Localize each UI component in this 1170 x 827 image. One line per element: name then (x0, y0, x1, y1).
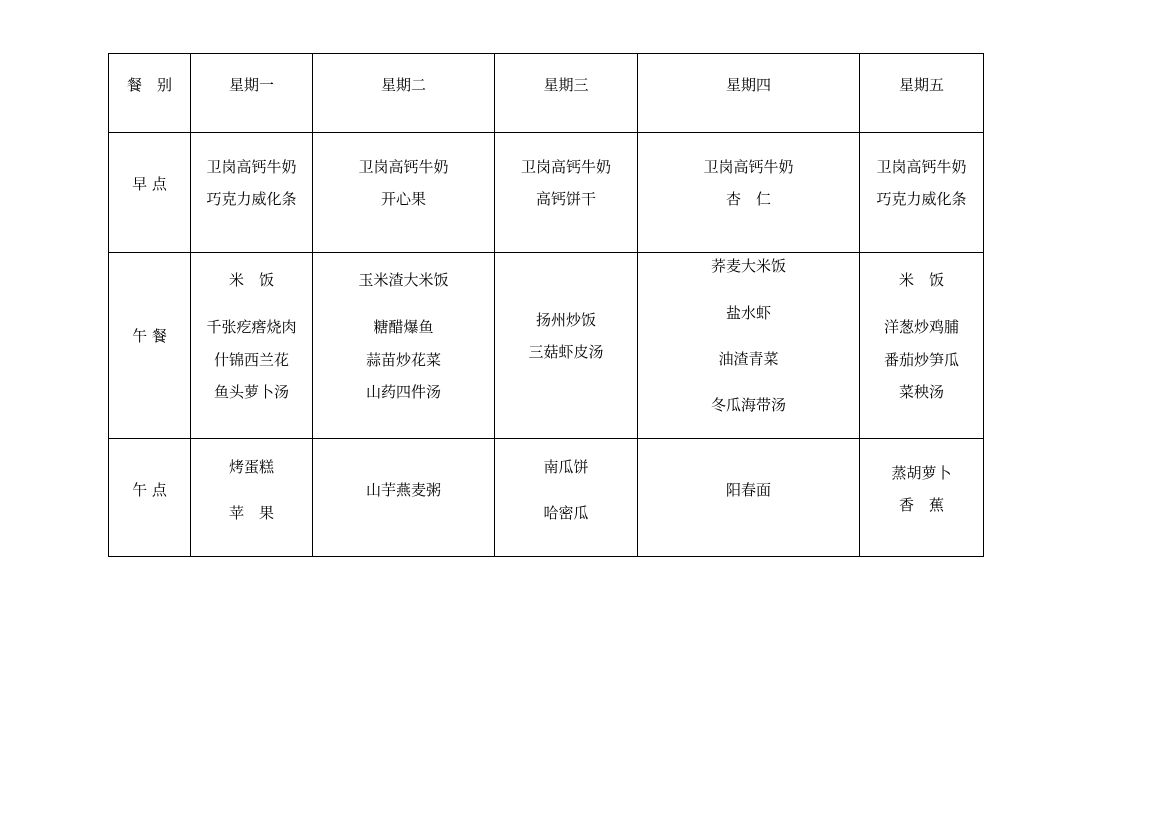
meal-header-cell (109, 54, 191, 133)
day-header-wed (495, 54, 638, 133)
menu-item: 阳春面 (725, 481, 771, 499)
menu-cell (495, 253, 638, 439)
menu-item: 哈密瓜 (543, 504, 589, 522)
menu-item: 苹 果 (228, 504, 274, 522)
day-header-mon (191, 54, 313, 133)
lunch-row (109, 253, 984, 439)
meal-label-afternoon-snack: 午 点 (132, 481, 167, 499)
menu-item: 香 蕉 (898, 496, 944, 514)
menu-item: 卫岗高钙牛奶 (876, 158, 967, 176)
menu-cell (191, 439, 313, 557)
menu-cell (313, 439, 495, 557)
menu-item: 三菇虾皮汤 (528, 343, 604, 361)
menu-cell (191, 253, 313, 439)
afternoon-snack-row (109, 439, 984, 557)
weekly-menu-table (108, 53, 984, 557)
day-header-thu (638, 54, 860, 133)
menu-cell (495, 133, 638, 253)
day-label-thu: 星期四 (725, 76, 771, 94)
breakfast-row (109, 133, 984, 253)
menu-item: 洋葱炒鸡脯 (883, 318, 959, 336)
day-header-fri (860, 54, 984, 133)
menu-item: 卫岗高钙牛奶 (206, 158, 297, 176)
menu-item: 菜秧汤 (898, 383, 944, 401)
meal-label-lunch: 午 餐 (132, 327, 167, 345)
menu-item: 山芋燕麦粥 (365, 481, 441, 499)
day-header-tue (313, 54, 495, 133)
menu-item: 油渣青菜 (718, 350, 779, 368)
menu-item: 扬州炒饭 (535, 311, 596, 329)
menu-item: 番茄炒笋瓜 (883, 351, 959, 369)
day-label-wed: 星期三 (543, 76, 589, 94)
day-label-mon: 星期一 (228, 76, 274, 94)
menu-cell (313, 133, 495, 253)
menu-item: 巧克力威化条 (206, 190, 297, 208)
menu-item: 蒸胡萝卜 (891, 464, 952, 482)
meal-header-label: 餐 别 (126, 76, 172, 94)
menu-cell (638, 439, 860, 557)
menu-item: 米 饭 (898, 271, 944, 289)
menu-item: 冬瓜海带汤 (710, 396, 786, 414)
menu-item: 玉米渣大米饭 (358, 271, 449, 289)
meal-label-cell (109, 439, 191, 557)
menu-item: 南瓜饼 (543, 458, 589, 476)
menu-cell (495, 439, 638, 557)
menu-item: 开心果 (380, 190, 426, 208)
header-row (109, 54, 984, 133)
menu-item: 卫岗高钙牛奶 (358, 158, 449, 176)
menu-item: 蒜苗炒花菜 (365, 351, 441, 369)
menu-item: 糖醋爆鱼 (373, 318, 434, 336)
menu-item: 杏 仁 (725, 190, 771, 208)
menu-item: 卫岗高钙牛奶 (520, 158, 611, 176)
menu-item: 卫岗高钙牛奶 (703, 158, 794, 176)
day-label-fri: 星期五 (898, 76, 944, 94)
menu-item: 巧克力威化条 (876, 190, 967, 208)
meal-label-cell (109, 133, 191, 253)
menu-cell (638, 253, 860, 439)
menu-cell (313, 253, 495, 439)
meal-label-cell (109, 253, 191, 439)
menu-item: 千张疙瘩烧肉 (206, 318, 297, 336)
meal-label-breakfast: 早 点 (132, 175, 167, 193)
menu-item: 鱼头萝卜汤 (213, 383, 289, 401)
menu-cell (860, 133, 984, 253)
menu-item: 荞麦大米饭 (710, 257, 786, 275)
menu-cell (191, 133, 313, 253)
menu-item: 盐水虾 (725, 304, 771, 322)
menu-cell (638, 133, 860, 253)
menu-item: 山药四件汤 (365, 383, 441, 401)
menu-item: 烤蛋糕 (228, 458, 274, 476)
menu-item: 米 饭 (228, 271, 274, 289)
menu-item: 什锦西兰花 (213, 351, 289, 369)
day-label-tue: 星期二 (380, 76, 426, 94)
menu-cell (860, 439, 984, 557)
menu-item: 高钙饼干 (535, 190, 596, 208)
menu-cell (860, 253, 984, 439)
